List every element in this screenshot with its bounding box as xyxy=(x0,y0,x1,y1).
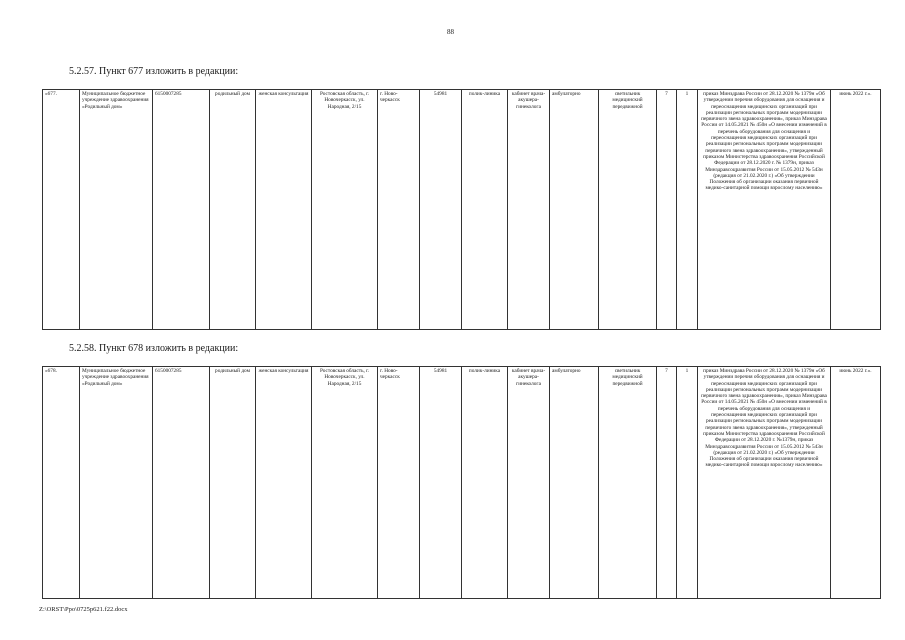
cell-basis: приказ Минздрава России от 28.12.2020 № 1379н «Об утверждении перечня оборудования для оснащения и переоснащения медицинских организаций при реализации региональных программ модернизации первичного звена здравоохранения», приказ Минздрава России от 14.05.2021 № 450н «О внесении изменений в перечень оборудования для оснащения и переоснащения медицинских организаций при реализации региональных программ модернизации первичного звена здравоохранения», утвержденный приказом Министерства здравоохранения Российской Федерации от 28.12.2020 г. № 1379н, приказ Минздравсоцразвития России от 15.05.2012 № 543н (редакция от 21.02.2020 г.) «Об утверждении Положения об организации оказания первичной медико-санитарной помощи взрослому населению» xyxy=(698,90,831,330)
page-number: 88 xyxy=(447,28,454,36)
cell-inn: 6150007285 xyxy=(153,90,210,330)
cell-org: Муниципальное бюджетное учреждение здравоохранения «Родильный дом» xyxy=(80,367,153,599)
section-heading-677: 5.2.57. Пункт 677 изложить в редакции: xyxy=(69,66,239,77)
cell-org: Муниципальное бюджетное учреждение здравоохранения «Родильный дом» xyxy=(80,90,153,330)
table-item-678 xyxy=(42,366,881,599)
cell-care: амбулаторно xyxy=(550,367,599,599)
cell-room: кабинет врача-акушера-гинеколога xyxy=(508,367,550,599)
cell-inn: 6150007285 xyxy=(153,367,210,599)
cell-date: июнь 2022 г.». xyxy=(831,367,881,599)
cell-facility: родильный дом xyxy=(210,367,256,599)
cell-date: июнь 2022 г.». xyxy=(831,90,881,330)
cell-facility: родильный дом xyxy=(210,90,256,330)
cell-care: амбулаторно xyxy=(550,90,599,330)
cell-city: г. Ново-черкасск xyxy=(378,367,420,599)
table-row xyxy=(43,367,881,599)
cell-unit: женская консультация xyxy=(256,90,312,330)
cell-equipment: светильник медицинский передвижной xyxy=(599,90,657,330)
section-heading-678: 5.2.58. Пункт 678 изложить в редакции: xyxy=(69,343,239,354)
cell-city: г. Ново-черкасск xyxy=(378,90,420,330)
cell-num: «677. xyxy=(43,90,80,330)
cell-quantity-2: 1 xyxy=(677,367,698,599)
cell-quantity-2: 1 xyxy=(677,90,698,330)
cell-num: «678. xyxy=(43,367,80,599)
cell-dept: полик-линика xyxy=(462,367,508,599)
cell-room: кабинет врача-акушера-гинеколога xyxy=(508,90,550,330)
cell-code: 54981 xyxy=(420,90,462,330)
cell-code: 54981 xyxy=(420,367,462,599)
file-path-footer: Z:\ORST\Ppo\0725p621.f22.docx xyxy=(39,606,128,613)
table-item-677 xyxy=(42,89,881,330)
table-row xyxy=(43,90,881,330)
cell-quantity-1: 7 xyxy=(657,367,677,599)
cell-quantity-1: 7 xyxy=(657,90,677,330)
cell-basis: приказ Минздрава России от 28.12.2020 № 1379н «Об утверждении перечня оборудования для оснащения и переоснащения медицинских организаций при реализации региональных программ модернизации первичного звена здравоохранения», приказ Минздрава России от 14.05.2021 № 450н «О внесении изменений в перечень оборудования для оснащения и переоснащения медицинских организаций при реализации региональных программ модернизации первичного звена здравоохранения», утвержденный приказом Министерства здравоохранения Российской Федерации от 28.12.2020 г. №1379н, приказ Минздравсоцразвития России от 15.05.2012 № 543н (редакция от 21.02.2020 г.) «Об утверждении Положения об организации оказания первичной медико-санитарной помощи взрослому населению» xyxy=(698,367,831,599)
cell-equipment: светильник медицинский передвижной xyxy=(599,367,657,599)
cell-address: Ростовская область, г. Новочеркасск, ул. Народная, 2/15 xyxy=(312,90,378,330)
cell-unit: женская консультация xyxy=(256,367,312,599)
cell-dept: полик-линика xyxy=(462,90,508,330)
cell-address: Ростовская область, г. Новочеркасск, ул. Народная, 2/15 xyxy=(312,367,378,599)
